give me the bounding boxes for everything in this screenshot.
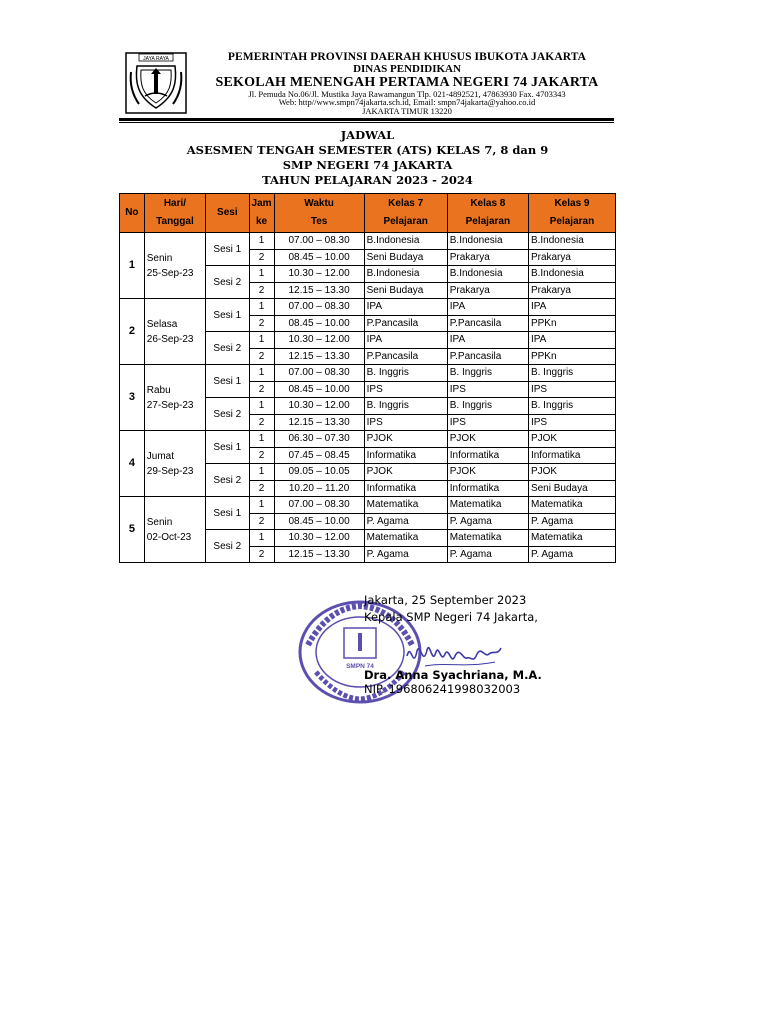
kelas-7-subject: PJOK [364, 431, 447, 448]
jam-cell: 1 [249, 332, 274, 349]
letterhead-address: Jl. Pemuda No.06/Jl. Mustika Jaya Rawamangun Tlp. 021-4892521, 47863930 Fax. 4703343 [248, 88, 566, 99]
kelas-8-subject: B.Indonesia [447, 233, 528, 250]
jam-cell: 2 [249, 513, 274, 530]
row-number: 1 [120, 233, 145, 299]
signer-role: Kepala SMP Negeri 74 Jakarta, [364, 610, 538, 624]
jam-cell: 1 [249, 464, 274, 481]
time-cell: 07.00 – 08.30 [274, 497, 364, 514]
kelas-7-subject: B.Indonesia [364, 233, 447, 250]
jam-cell: 2 [249, 447, 274, 464]
header-session: Sesi [206, 194, 249, 233]
kelas-8-subject: Prakarya [447, 282, 528, 299]
jam-cell: 2 [249, 546, 274, 563]
day-name: Jumat [146, 450, 174, 462]
day-name: Rabu [146, 384, 171, 396]
kelas-8-subject: Prakarya [447, 249, 528, 266]
session-cell: Sesi 2 [206, 266, 249, 299]
kelas-7-subject: IPA [364, 299, 447, 316]
kelas-7-subject: Informatika [364, 447, 447, 464]
kelas-8-subject: B. Inggris [447, 365, 528, 382]
jakarta-emblem-logo [125, 52, 187, 114]
kelas-8-subject: IPS [447, 414, 528, 431]
kelas-8-subject: B.Indonesia [447, 266, 528, 283]
title-line-2: ASESMEN TENGAH SEMESTER (ATS) KELAS 7, 8 dan 9 [186, 143, 549, 157]
letterhead-department: DINAS PENDIDIKAN [353, 62, 461, 75]
kelas-8-subject: PJOK [447, 431, 528, 448]
signature-block [364, 592, 542, 696]
kelas-9-subject: B. Inggris [528, 365, 615, 382]
time-cell: 07.00 – 08.30 [274, 299, 364, 316]
kelas-9-subject: B. Inggris [528, 398, 615, 415]
kelas-7-subject: B. Inggris [364, 365, 447, 382]
session-cell: Sesi 1 [206, 497, 249, 530]
jam-cell: 2 [249, 348, 274, 365]
day-date-cell [144, 431, 205, 497]
session-cell: Sesi 2 [206, 398, 249, 431]
kelas-7-subject: IPS [364, 381, 447, 398]
jam-cell: 2 [249, 282, 274, 299]
header-kelas-7: Kelas 7 Pelajaran [364, 194, 447, 233]
session-cell: Sesi 1 [206, 431, 249, 464]
time-cell: 10.30 – 12.00 [274, 332, 364, 349]
kelas-9-subject: PJOK [528, 431, 615, 448]
letterhead-contact: Web: http//www.smpn74jakarta.sch.id, Email: smpn74jakarta@yahoo.co.id [278, 97, 536, 107]
session-cell: Sesi 1 [206, 233, 249, 266]
time-cell: 10.30 – 12.00 [274, 398, 364, 415]
kelas-7-subject: Matematika [364, 530, 447, 547]
kelas-9-subject: IPS [528, 381, 615, 398]
place-date: Jakarta, 25 September 2023 [364, 593, 527, 607]
letterhead-government: PEMERINTAH PROVINSI DAERAH KHUSUS IBUKOTA JAKARTA [227, 51, 587, 63]
kelas-9-subject: PJOK [528, 464, 615, 481]
time-cell: 10.30 – 12.00 [274, 530, 364, 547]
time-cell: 07.00 – 08.30 [274, 365, 364, 382]
time-cell: 09.05 – 10.05 [274, 464, 364, 481]
jam-cell: 2 [249, 480, 274, 497]
letterhead-rule-thick [119, 118, 614, 121]
header-jam: Jam ke [249, 194, 274, 233]
kelas-8-subject: IPA [447, 299, 528, 316]
title-line-4: TAHUN PELAJARAN 2023 - 2024 [262, 173, 473, 187]
session-cell: Sesi 2 [206, 464, 249, 497]
jam-cell: 1 [249, 530, 274, 547]
kelas-7-subject: B.Indonesia [364, 266, 447, 283]
kelas-9-subject: Matematika [528, 530, 615, 547]
time-cell: 07.45 – 08.45 [274, 447, 364, 464]
kelas-9-subject: IPA [528, 332, 615, 349]
session-cell: Sesi 2 [206, 530, 249, 563]
kelas-7-subject: B. Inggris [364, 398, 447, 415]
signer-name: Dra. Anna Syachriana, M.A. [364, 668, 542, 682]
schedule-body [120, 233, 616, 563]
jam-cell: 1 [249, 233, 274, 250]
kelas-7-subject: P. Agama [364, 513, 447, 530]
kelas-8-subject: Matematika [447, 497, 528, 514]
time-cell: 12.15 – 13.30 [274, 348, 364, 365]
row-number: 2 [120, 299, 145, 365]
kelas-7-subject: P. Agama [364, 546, 447, 563]
kelas-9-subject: P. Agama [528, 513, 615, 530]
table-row [120, 299, 616, 316]
day-date: 29-Sep-23 [146, 465, 194, 477]
kelas-9-subject: IPA [528, 299, 615, 316]
time-cell: 07.00 – 08.30 [274, 233, 364, 250]
kelas-8-subject: P. Agama [447, 513, 528, 530]
kelas-7-subject: P.Pancasila [364, 315, 447, 332]
kelas-7-subject: IPS [364, 414, 447, 431]
time-cell: 08.45 – 10.00 [274, 249, 364, 266]
table-row [120, 233, 616, 250]
kelas-8-subject: Matematika [447, 530, 528, 547]
time-cell: 12.15 – 13.30 [274, 546, 364, 563]
svg-text:JAYA RAYA: JAYA RAYA [143, 56, 169, 62]
kelas-8-subject: P.Pancasila [447, 315, 528, 332]
header-kelas-8: Kelas 8 Pelajaran [447, 194, 528, 233]
time-cell: 10.20 – 11.20 [274, 480, 364, 497]
kelas-9-subject: Prakarya [528, 282, 615, 299]
kelas-8-subject: IPA [447, 332, 528, 349]
kelas-9-subject: P. Agama [528, 546, 615, 563]
time-cell: 08.45 – 10.00 [274, 315, 364, 332]
row-number: 3 [120, 365, 145, 431]
kelas-9-subject: PPKn [528, 348, 615, 365]
table-header-row [120, 194, 616, 233]
title-line-1: JADWAL [340, 128, 395, 142]
letterhead-rule-thin [119, 122, 614, 123]
kelas-7-subject: Matematika [364, 497, 447, 514]
kelas-7-subject: Seni Budaya [364, 282, 447, 299]
row-number: 5 [120, 497, 145, 563]
kelas-8-subject: Informatika [447, 447, 528, 464]
day-date: 25-Sep-23 [146, 267, 194, 279]
letterhead-school-name: SEKOLAH MENENGAH PERTAMA NEGERI 74 JAKARTA [215, 74, 599, 90]
day-name: Selasa [146, 318, 178, 330]
time-cell: 08.45 – 10.00 [274, 381, 364, 398]
header-time: Waktu Tes [274, 194, 364, 233]
day-date: 02-Oct-23 [146, 531, 192, 543]
kelas-9-subject: B.Indonesia [528, 233, 615, 250]
day-date-cell [144, 365, 205, 431]
day-date: 27-Sep-23 [146, 399, 194, 411]
table-row [120, 431, 616, 448]
letterhead [119, 48, 614, 118]
jam-cell: 1 [249, 266, 274, 283]
kelas-8-subject: P.Pancasila [447, 348, 528, 365]
day-name: Senin [146, 252, 173, 264]
kelas-9-subject: Seni Budaya [528, 480, 615, 497]
time-cell: 10.30 – 12.00 [274, 266, 364, 283]
jam-cell: 1 [249, 365, 274, 382]
day-date-cell [144, 299, 205, 365]
kelas-9-subject: IPS [528, 414, 615, 431]
session-cell: Sesi 1 [206, 299, 249, 332]
letterhead-city: JAKARTA TIMUR 13220 [362, 105, 452, 116]
session-cell: Sesi 1 [206, 365, 249, 398]
time-cell: 06.30 – 07.30 [274, 431, 364, 448]
signer-nip: NIP. 196806241998032003 [364, 682, 521, 696]
title-line-3: SMP NEGERI 74 JAKARTA [282, 158, 453, 172]
kelas-7-subject: P.Pancasila [364, 348, 447, 365]
kelas-7-subject: Informatika [364, 480, 447, 497]
table-row [120, 497, 616, 514]
header-day: Hari/ Tanggal [144, 194, 205, 233]
kelas-7-subject: PJOK [364, 464, 447, 481]
day-date-cell [144, 497, 205, 563]
jam-cell: 1 [249, 497, 274, 514]
kelas-8-subject: Informatika [447, 480, 528, 497]
day-name: Senin [146, 516, 173, 528]
schedule-table [119, 193, 616, 563]
jam-cell: 2 [249, 414, 274, 431]
kelas-9-subject: Matematika [528, 497, 615, 514]
kelas-8-subject: B. Inggris [447, 398, 528, 415]
kelas-8-subject: IPS [447, 381, 528, 398]
day-date: 26-Sep-23 [146, 333, 194, 345]
kelas-8-subject: PJOK [447, 464, 528, 481]
row-number: 4 [120, 431, 145, 497]
session-cell: Sesi 2 [206, 332, 249, 365]
document-title [119, 128, 616, 188]
time-cell: 08.45 – 10.00 [274, 513, 364, 530]
day-date-cell [144, 233, 205, 299]
jam-cell: 1 [249, 299, 274, 316]
kelas-9-subject: B.Indonesia [528, 266, 615, 283]
time-cell: 12.15 – 13.30 [274, 414, 364, 431]
jam-cell: 2 [249, 381, 274, 398]
jam-cell: 1 [249, 398, 274, 415]
kelas-7-subject: Seni Budaya [364, 249, 447, 266]
kelas-8-subject: P. Agama [447, 546, 528, 563]
kelas-9-subject: PPKn [528, 315, 615, 332]
kelas-9-subject: Prakarya [528, 249, 615, 266]
svg-text:SMPN 74: SMPN 74 [346, 663, 374, 670]
kelas-7-subject: IPA [364, 332, 447, 349]
jam-cell: 1 [249, 431, 274, 448]
kelas-9-subject: Informatika [528, 447, 615, 464]
header-no: No [120, 194, 145, 233]
header-kelas-9: Kelas 9 Pelajaran [528, 194, 615, 233]
jam-cell: 2 [249, 249, 274, 266]
time-cell: 12.15 – 13.30 [274, 282, 364, 299]
jam-cell: 2 [249, 315, 274, 332]
table-row [120, 365, 616, 382]
